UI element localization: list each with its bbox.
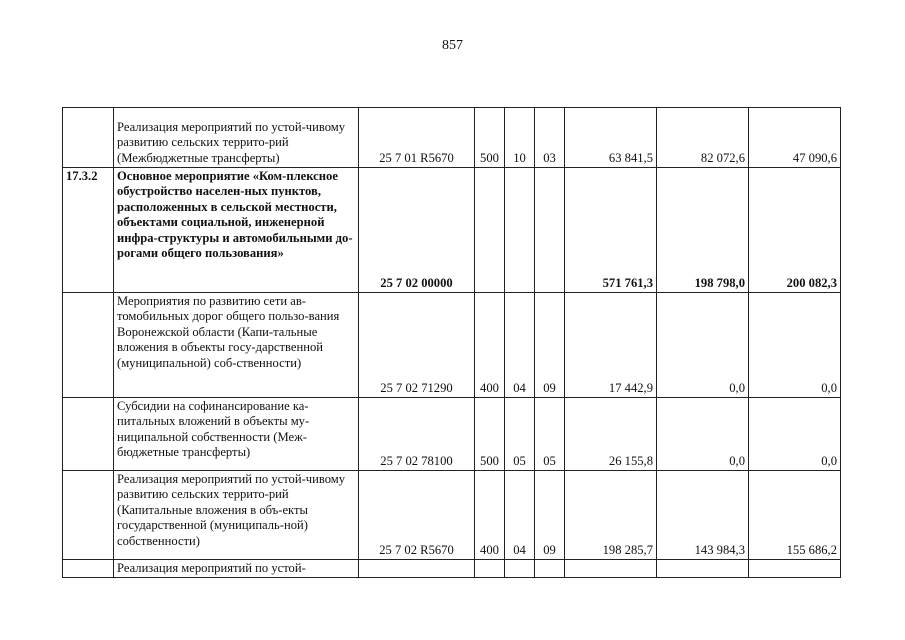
row-kbk: 25 7 02 R5670 (359, 471, 475, 560)
row-code (63, 560, 114, 578)
row-amount-1: 571 761,3 (565, 168, 657, 293)
row-code (63, 471, 114, 560)
row-amount-1: 63 841,5 (565, 108, 657, 168)
row-kbk: 25 7 02 71290 (359, 293, 475, 398)
row-amount-2: 143 984,3 (657, 471, 749, 560)
table-row (63, 293, 841, 398)
row-kbk: 25 7 02 78100 (359, 398, 475, 471)
row-vr: 400 (475, 293, 505, 398)
row-vr: 500 (475, 398, 505, 471)
row-pr: 05 (535, 398, 565, 471)
row-amount-1: 17 442,9 (565, 293, 657, 398)
row-name: Субсидии на софинансирование ка-питальных вложений в объекты му-ниципальной собственности (Меж-бюджетные трансферты) (114, 398, 359, 471)
row-rz: 10 (505, 108, 535, 168)
row-amount-2: 0,0 (657, 293, 749, 398)
row-code: 17.3.2 (63, 168, 114, 293)
row-name: Реализация мероприятий по устой- (114, 560, 359, 578)
row-amount-3: 47 090,6 (749, 108, 841, 168)
row-amount-2: 198 798,0 (657, 168, 749, 293)
page-number: 857 (442, 38, 463, 53)
row-name: Реализация мероприятий по устой-чивому развитию сельских террито-рий (Капитальные вложения в объ-екты государственной (муниципаль-ной) собственности) (114, 471, 359, 560)
row-rz: 04 (505, 471, 535, 560)
row-amount-1: 26 155,8 (565, 398, 657, 471)
row-amount-2: 0,0 (657, 398, 749, 471)
budget-table (62, 107, 841, 578)
row-code (63, 108, 114, 168)
row-pr: 03 (535, 108, 565, 168)
row-pr: 09 (535, 471, 565, 560)
row-pr (535, 168, 565, 293)
table-row (63, 108, 841, 168)
row-vr: 500 (475, 108, 505, 168)
row-amount-2: 82 072,6 (657, 108, 749, 168)
row-kbk: 25 7 01 R5670 (359, 108, 475, 168)
row-rz: 05 (505, 398, 535, 471)
row-rz (505, 168, 535, 293)
row-vr (475, 168, 505, 293)
row-code (63, 398, 114, 471)
table-row (63, 398, 841, 471)
row-vr: 400 (475, 471, 505, 560)
row-amount-3: 155 686,2 (749, 471, 841, 560)
row-rz: 04 (505, 293, 535, 398)
row-amount-3: 200 082,3 (749, 168, 841, 293)
row-code (63, 293, 114, 398)
row-name: Основное мероприятие «Ком-плексное обустройство населен-ных пунктов, расположенных в сельской местности, объектами социальной, инженерной инфра-структуры и автомобильными до-рогами общего пользования» (114, 168, 359, 293)
row-amount-1: 198 285,7 (565, 471, 657, 560)
table-row (63, 168, 841, 293)
table-row (63, 471, 841, 560)
row-amount-3: 0,0 (749, 398, 841, 471)
row-amount-3: 0,0 (749, 293, 841, 398)
row-pr: 09 (535, 293, 565, 398)
row-name: Мероприятия по развитию сети ав-томобильных дорог общего пользо-вания Воронежской области (Капи-тальные вложения в объекты госу-дарственной (муниципальной) соб-ственности) (114, 293, 359, 398)
table-row (63, 560, 841, 578)
row-kbk: 25 7 02 00000 (359, 168, 475, 293)
row-name: Реализация мероприятий по устой-чивому развитию сельских террито-рий (Межбюджетные трансферты) (114, 108, 359, 168)
